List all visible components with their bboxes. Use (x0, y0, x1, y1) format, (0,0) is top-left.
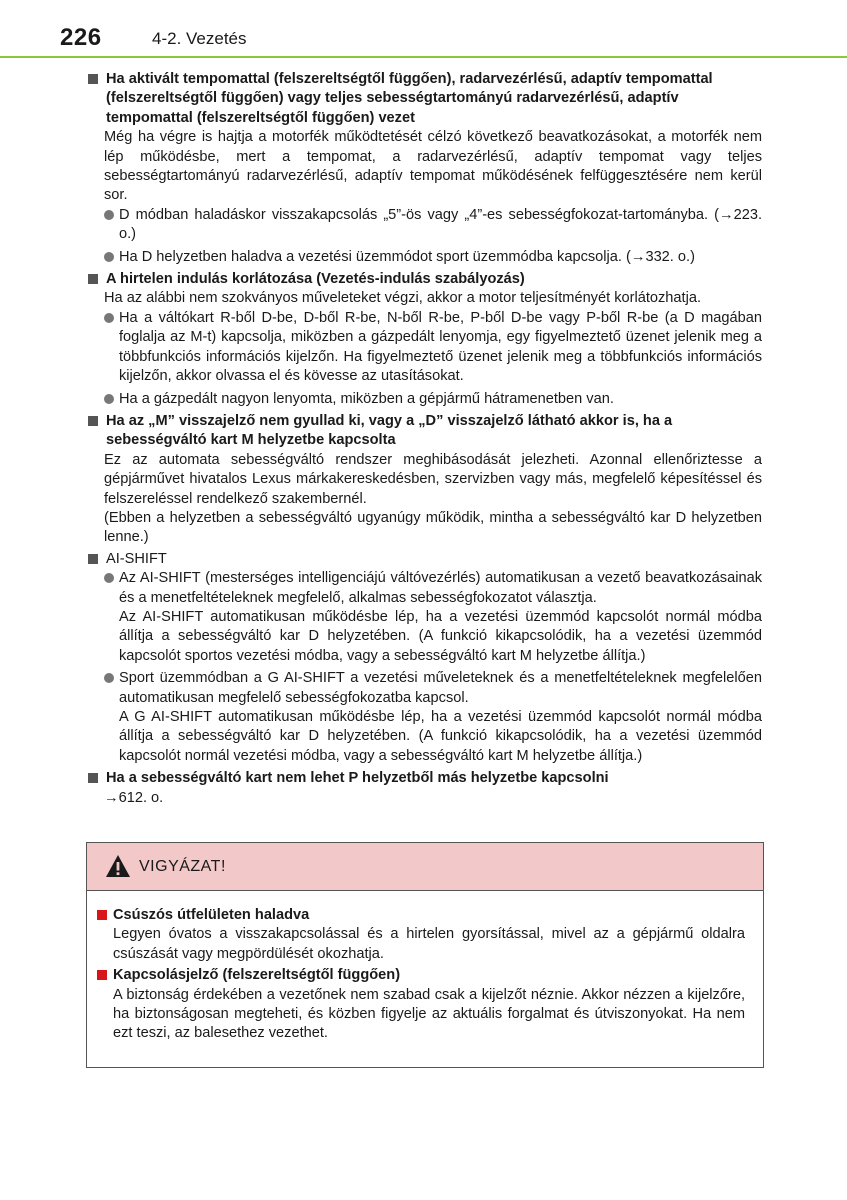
section-heading: A hirtelen indulás korlátozása (Vezetés-indulás szabályozás) (106, 271, 525, 288)
list-item (104, 309, 762, 387)
section-p-position (86, 769, 762, 808)
red-square-bullet-icon (97, 970, 107, 980)
section-paragraph: Ez az automata sebességváltó rendszer meghibásodását jelezheti. Azonnal ellenőriztesse a gépjárművet hivatalos Lexus márkakereskedésben, szervizben vagy más, megfelelő képesítéssel és felszereléssel rendelkező szakembernél. (104, 451, 762, 507)
list-item (104, 206, 762, 245)
list-item (104, 569, 762, 666)
section-cruise-control (86, 70, 762, 267)
page-reference-link[interactable]: →612. o. (104, 789, 164, 806)
warning-item-heading: Kapcsolásjelző (felszereltségtől függően) (113, 967, 401, 984)
list-item-text: A G AI-SHIFT automatikusan működésbe lép, ha a vezetési üzemmód kapcsolót normál módba állítja a sebességváltó kar D helyzetében. (A funkció kikapcsolódik, ha a vezetési üzemmód kapcsolót normál vezetési módba, vagy a sebességváltó kart M helyzetbe állítja.) (119, 709, 762, 764)
list-item-text: Ha a gázpedált nagyon lenyomta, miközben a gépjármű hátramenetben van. (119, 390, 614, 407)
list-item-text: Az AI-SHIFT automatikusan működésbe lép, ha a vezetési üzemmód kapcsolót normál módba állítja a sebességváltó kar D helyzetében. (A funkció kikapcsolódik, ha a vezetési üzemmód kapcsolót sportos vezetési módba, vagy a sebességváltó kart M helyzetbe állítja.) (119, 608, 762, 664)
warning-item-text: Legyen óvatos a visszakapcsolással és a hirtelen gyorsítással, mivel az a gépjármű oldalra csúszását vagy megpördülését okozhatja. (113, 926, 745, 962)
section-paragraph: Ha az alábbi nem szokványos műveleteket végzi, akkor a motor teljesítményét korlátozhatja. (104, 290, 702, 307)
warning-header (87, 843, 763, 891)
red-square-bullet-icon (97, 910, 107, 920)
list-item-text: Az AI-SHIFT (mesterséges intelligenciájú váltóvezérlés) automatikusan a vezető beavatkozásainak és a menetfeltételeknek megfelelő, alkalmas sebességfokozatot választja. (119, 570, 762, 606)
list-item-text: Ha a váltókart R-ből D-be, D-ből R-be, N-ből R-be, P-ből D-be vagy P-ből R-be (a D magában foglalja az M-t) kapcsolja, miközben a gázpedált lenyomja, egy figyelmeztető üzenet jelenik meg a többfunkciós információs kijelzőn. Ha figyelmeztető üzenet jelenik meg a többfunkciós információs kijelzőn, akkor olvassa el és kövesse az utasításokat. (119, 309, 762, 385)
round-bullet-icon (104, 394, 114, 404)
section-m-indicator (86, 412, 762, 548)
page-number: 226 (60, 24, 102, 51)
section-paragraph: Még ha végre is hajtja a motorfék működtetését célzó következő beavatkozásokat, a motorfék nem lép működésbe, mert a tempomat, a radarvezérlésű, adaptív tempomat vagy teljes sebességtartományú radarvezérlésű, adaptív tempomat működésének felfüggesztésére nem kerül sor. (104, 129, 762, 204)
page-header (0, 0, 847, 62)
round-bullet-icon (104, 673, 114, 683)
square-bullet-icon (88, 554, 98, 564)
square-bullet-icon (88, 274, 98, 284)
warning-triangle-icon (105, 854, 131, 878)
section-heading: Ha a sebességváltó kart nem lehet P helyzetből más helyzetbe kapcsolni (106, 770, 609, 787)
section-heading: AI-SHIFT (106, 550, 167, 567)
round-bullet-icon (104, 210, 114, 220)
list-item (104, 669, 762, 766)
square-bullet-icon (88, 416, 98, 426)
warning-title: VIGYÁZAT! (139, 858, 226, 875)
warning-item-heading: Csúszós útfelületen haladva (113, 907, 310, 923)
list-item-text: Sport üzemmódban a G AI-SHIFT a vezetési műveleteknek és a menetfeltételeknek megfelelően automatikusan megfelelő sebességfokozatba kapcsol. (119, 670, 762, 706)
section-heading: Ha aktivált tempomattal (felszereltségtől függően), radarvezérlésű, adaptív tempomattal (felszereltségtől függően) vagy teljes sebességtartományú radarvezérlésű, adaptív tempomattal (felszereltségtől függően) vezet (106, 71, 713, 126)
round-bullet-icon (104, 573, 114, 583)
list-item (104, 390, 762, 409)
main-content (86, 70, 762, 808)
round-bullet-icon (104, 252, 114, 262)
round-bullet-icon (104, 313, 114, 323)
warning-item-text: A biztonság érdekében a vezetőnek nem szabad csak a kijelzőt néznie. Akkor nézzen a kijelzőre, ha biztonságosan megteheti, és közben figyelje az aktuális forgalmat és útviszonyokat. Ha nem ezt teszi, az balesethez vezethet. (113, 986, 745, 1042)
list-item-text: D módban haladáskor visszakapcsolás „5”-ös vagy „4”-es sebességfokozat-tartományba. (→223. o.) (119, 206, 762, 243)
square-bullet-icon (88, 773, 98, 783)
section-title: 4-2. Vezetés (152, 29, 247, 48)
square-bullet-icon (88, 74, 98, 84)
section-paragraph: (Ebben a helyzetben a sebességváltó ugyanúgy működik, mintha a sebességváltó kar D helyzetben lenne.) (104, 509, 762, 546)
section-ai-shift (86, 550, 762, 766)
list-item-text: Ha D helyzetben haladva a vezetési üzemmódot sport üzemmódba kapcsolja. (→332. o.) (119, 248, 695, 265)
warning-box (86, 842, 764, 1068)
section-drive-start-control (86, 270, 762, 409)
section-heading: Ha az „M” visszajelző nem gyullad ki, vagy a „D” visszajelző látható akkor is, ha a sebességváltó kart M helyzetbe kapcsolta (106, 412, 673, 449)
list-item (104, 248, 762, 267)
header-divider (0, 56, 847, 58)
